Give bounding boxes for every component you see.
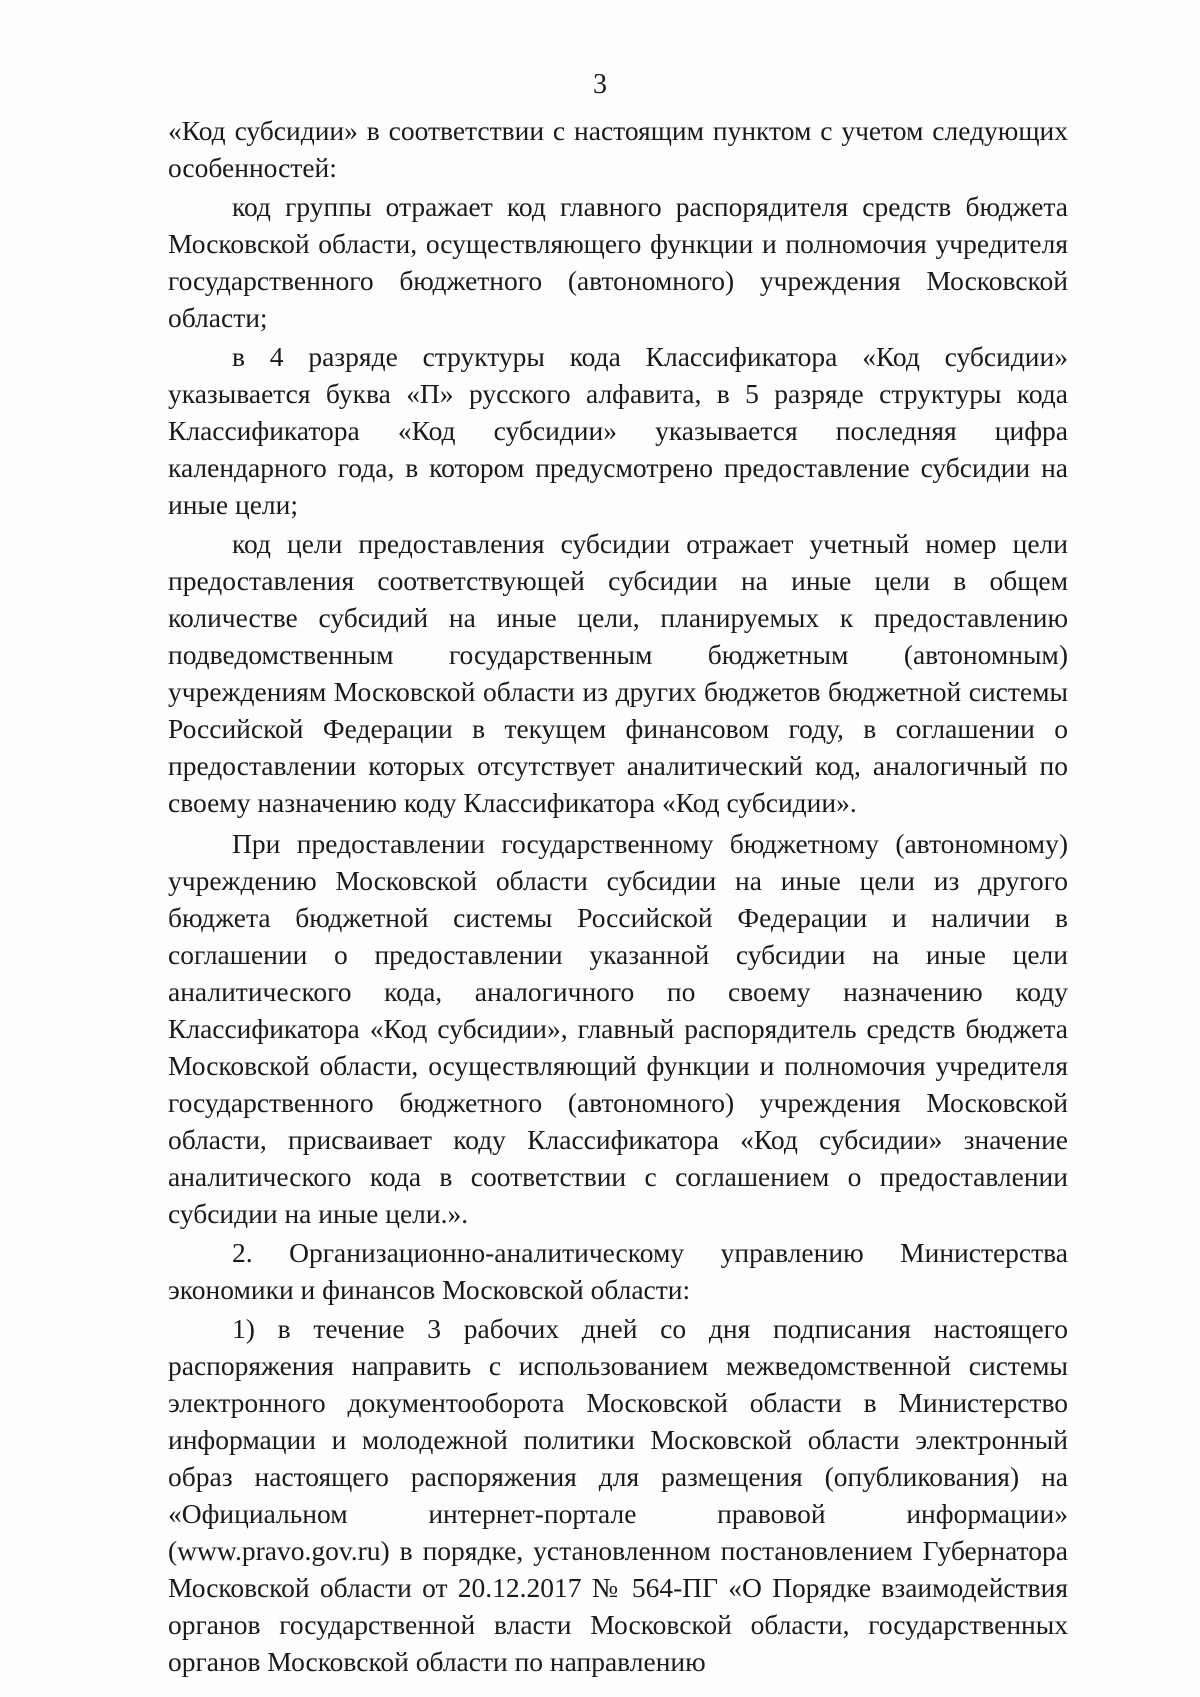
paragraph-analytic-code: При предоставлении государственному бюджетному (автономному) учреждению Московской области субсидии на иные цели из другого бюджета бюджетной системы Российской Федерации и наличии в соглашении о предоставлении указанной субсидии на иные цели аналитического кода, аналогичного по своему назначению коду Классификатора «Код субсидии», главный распорядитель средств бюджета Московской области, осуществляющий функции и полномочия учредителя государственного бюджетного (автономного) учреждения Московской области, присваивает коду Классификатора «Код субсидии» значение аналитического кода в соответствии с соглашением о предоставлении субсидии на иные цели.». xyxy=(168,828,1068,1229)
paragraph-subitem-1: 1) в течение 3 рабочих дней со дня подписания настоящего распоряжения направить с использованием межведомственной системы электронного документооборота Московской области в Министерство информации и молодежной политики Московской области электронный образ настоящего распоряжения для размещения (опубликования) на «Официальном интернет-портале правовой информации» (www.pravo.gov.ru) в порядке, установленном постановлением Губернатора Московской области от 20.12.2017 № 564-ПГ «О Порядке взаимодействия органов государственной власти Московской области, государственных органов Московской области по направлению xyxy=(168,1313,1068,1677)
paragraph-continuation: «Код субсидии» в соответствии с настоящим пунктом с учетом следующих особенностей: xyxy=(168,115,1068,183)
paragraph-item-2: 2. Организационно-аналитическому управлению Министерства экономики и финансов Московской области: xyxy=(168,1237,1068,1305)
document-body xyxy=(168,112,1068,1682)
paragraph-group-code: код группы отражает код главного распорядителя средств бюджета Московской области, осуществляющего функции и полномочия учредителя государственного бюджетного (автономного) учреждения Московской области; xyxy=(168,191,1068,333)
page-number: 3 xyxy=(593,69,607,100)
paragraph-purpose-code: код цели предоставления субсидии отражает учетный номер цели предоставления соответствующей субсидии на иные цели в общем количестве субсидий на иные цели, планируемых к предоставлению подведомственным государственным бюджетным (автономным) учреждениям Московской области из других бюджетов бюджетной системы Российской Федерации в текущем финансовом году, в соглашении о предоставлении которых отсутствует аналитический код, аналогичный по своему назначению коду Классификатора «Код субсидии». xyxy=(168,528,1068,818)
paragraph-digit-positions: в 4 разряде структуры кода Классификатора «Код субсидии» указывается буква «П» русского алфавита, в 5 разряде структуры кода Классификатора «Код субсидии» указывается последняя цифра календарного года, в котором предусмотрено предоставление субсидии на иные цели; xyxy=(168,341,1068,520)
